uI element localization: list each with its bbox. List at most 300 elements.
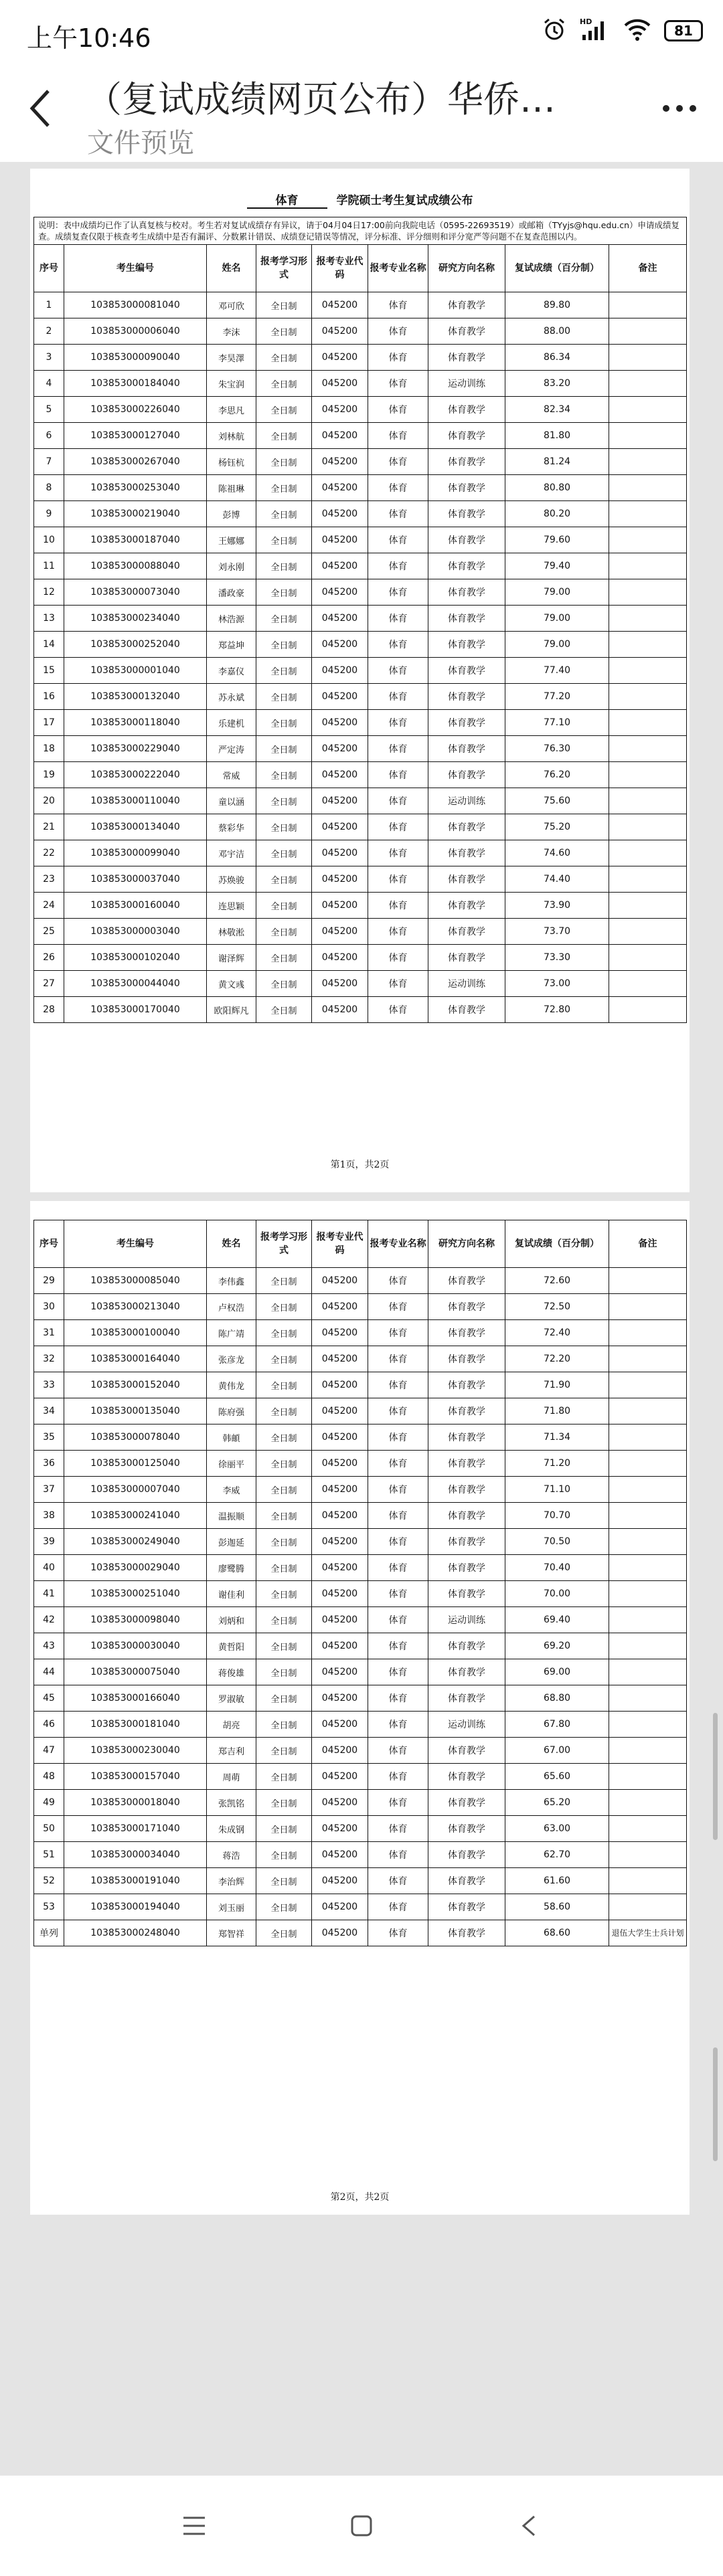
cell-code: 045200: [312, 449, 368, 475]
cell-mode: 全日制: [256, 840, 312, 866]
scrollbar-thumb[interactable]: [713, 1713, 718, 1840]
cell-no: 45: [34, 1685, 64, 1712]
cell-major: 体育: [368, 736, 428, 762]
cell-mode: 全日制: [256, 1372, 312, 1398]
cell-remark: [609, 1268, 687, 1294]
cell-no: 21: [34, 814, 64, 840]
cell-remark: [609, 579, 687, 606]
cell-remark: [609, 762, 687, 788]
cell-no: 34: [34, 1398, 64, 1424]
header-code: 报考专业代码: [312, 245, 368, 292]
cell-code: 045200: [312, 1294, 368, 1320]
cell-remark: [609, 1477, 687, 1503]
table-row: [34, 1424, 687, 1451]
cell-id: 103853000003040: [64, 919, 207, 945]
cell-id: 103853000029040: [64, 1555, 207, 1581]
cell-major: 体育: [368, 684, 428, 710]
cell-id: 103853000018040: [64, 1790, 207, 1816]
cell-remark: [609, 1738, 687, 1764]
cell-id: 103853000249040: [64, 1529, 207, 1555]
table-row: [34, 1868, 687, 1894]
cell-mode: 全日制: [256, 397, 312, 423]
cell-id: 103853000152040: [64, 1372, 207, 1398]
cell-name: 蒋浩: [207, 1842, 256, 1868]
cell-no: 38: [34, 1503, 64, 1529]
cell-major: 体育: [368, 1659, 428, 1685]
header-mode: 报考学习形式: [256, 1220, 312, 1268]
cell-direction: 体育教学: [428, 292, 505, 318]
status-icons: [541, 15, 703, 47]
header-id: 考生编号: [64, 1220, 207, 1268]
cell-id: 103853000006040: [64, 318, 207, 345]
system-nav-bar: [0, 2476, 723, 2576]
cell-id: 103853000127040: [64, 423, 207, 449]
cell-mode: 全日制: [256, 579, 312, 606]
cell-score: 72.40: [505, 1320, 609, 1346]
cell-remark: [609, 1581, 687, 1607]
cell-no: 12: [34, 579, 64, 606]
cell-direction: 体育教学: [428, 1868, 505, 1894]
header-no: 序号: [34, 1220, 64, 1268]
cell-score: 73.70: [505, 919, 609, 945]
table-row: [34, 1346, 687, 1372]
header-remark: 备注: [609, 245, 687, 292]
table-row: [34, 579, 687, 606]
cell-no: 25: [34, 919, 64, 945]
cell-no: 36: [34, 1451, 64, 1477]
cell-score: 81.24: [505, 449, 609, 475]
cell-score: 71.20: [505, 1451, 609, 1477]
cell-score: 73.90: [505, 893, 609, 919]
cell-no: 15: [34, 658, 64, 684]
cell-major: 体育: [368, 1868, 428, 1894]
cell-id: 103853000037040: [64, 866, 207, 893]
cell-major: 体育: [368, 606, 428, 632]
cell-no: 48: [34, 1764, 64, 1790]
cell-direction: 体育教学: [428, 919, 505, 945]
cell-no: 1: [34, 292, 64, 318]
system-back-button[interactable]: [509, 2509, 549, 2543]
cell-id: 103853000267040: [64, 449, 207, 475]
cell-remark: [609, 1712, 687, 1738]
cell-code: 045200: [312, 553, 368, 579]
cell-direction: 体育教学: [428, 1268, 505, 1294]
cell-remark: [609, 997, 687, 1023]
cell-no: 35: [34, 1424, 64, 1451]
cell-id: 103853000135040: [64, 1398, 207, 1424]
cell-code: 045200: [312, 292, 368, 318]
cell-direction: 体育教学: [428, 1738, 505, 1764]
cell-score: 72.60: [505, 1268, 609, 1294]
cell-name: 李沫: [207, 318, 256, 345]
cell-id: 103853000118040: [64, 710, 207, 736]
back-button[interactable]: [20, 82, 60, 135]
cell-remark: [609, 527, 687, 553]
cell-id: 103853000222040: [64, 762, 207, 788]
cell-name: 徐丽平: [207, 1451, 256, 1477]
cell-major: 体育: [368, 632, 428, 658]
table-row: [34, 684, 687, 710]
cell-mode: 全日制: [256, 684, 312, 710]
cell-score: 86.34: [505, 345, 609, 371]
cell-score: 67.80: [505, 1712, 609, 1738]
cell-name: 廖鹭腾: [207, 1555, 256, 1581]
cell-name: 林浩源: [207, 606, 256, 632]
cell-score: 75.20: [505, 814, 609, 840]
table-row: [34, 1816, 687, 1842]
cell-score: 68.80: [505, 1685, 609, 1712]
cell-no: 28: [34, 997, 64, 1023]
cell-name: 常威: [207, 762, 256, 788]
cell-name: 邓可欣: [207, 292, 256, 318]
cell-remark: [609, 397, 687, 423]
cell-mode: 全日制: [256, 1607, 312, 1633]
menu-lines-icon: [181, 2514, 208, 2538]
cell-score: 70.50: [505, 1529, 609, 1555]
cell-id: 103853000125040: [64, 1451, 207, 1477]
cell-major: 体育: [368, 553, 428, 579]
table-row: [34, 527, 687, 553]
cell-direction: 体育教学: [428, 1424, 505, 1451]
cell-id: 103853000187040: [64, 527, 207, 553]
cell-direction: 体育教学: [428, 1503, 505, 1529]
table-row: [34, 1477, 687, 1503]
cell-remark: [609, 736, 687, 762]
cell-score: 63.00: [505, 1816, 609, 1842]
cell-id: 103853000102040: [64, 945, 207, 971]
cell-no: 44: [34, 1659, 64, 1685]
cell-id: 103853000170040: [64, 997, 207, 1023]
cell-remark: [609, 919, 687, 945]
cell-name: 黄哲阳: [207, 1633, 256, 1659]
cell-score: 79.00: [505, 606, 609, 632]
cell-score: 89.80: [505, 292, 609, 318]
back-triangle-icon: [515, 2512, 542, 2539]
cell-code: 045200: [312, 1712, 368, 1738]
cell-remark: [609, 893, 687, 919]
cell-code: 045200: [312, 1816, 368, 1842]
score-table-page-2: [33, 1220, 687, 1946]
cell-direction: 体育教学: [428, 762, 505, 788]
cell-score: 76.20: [505, 762, 609, 788]
cell-score: 71.80: [505, 1398, 609, 1424]
cell-name: 张彦龙: [207, 1346, 256, 1372]
cell-remark: [609, 1555, 687, 1581]
score-table-page-1: [33, 217, 687, 1023]
cell-major: 体育: [368, 1555, 428, 1581]
alarm-icon: [541, 16, 568, 45]
cell-direction: 体育教学: [428, 318, 505, 345]
table-row: [34, 632, 687, 658]
table-row: [34, 397, 687, 423]
cell-remark: [609, 788, 687, 814]
cell-name: 王娜娜: [207, 527, 256, 553]
cell-score: 71.34: [505, 1424, 609, 1451]
cell-id: 103853000157040: [64, 1764, 207, 1790]
home-button[interactable]: [341, 2509, 382, 2543]
header-id: 考生编号: [64, 245, 207, 292]
cell-major: 体育: [368, 1764, 428, 1790]
cell-score: 69.40: [505, 1607, 609, 1633]
cell-major: 体育: [368, 1842, 428, 1868]
cell-code: 045200: [312, 606, 368, 632]
cell-no: 33: [34, 1372, 64, 1398]
cell-score: 72.80: [505, 997, 609, 1023]
cell-score: 76.30: [505, 736, 609, 762]
cell-code: 045200: [312, 1477, 368, 1503]
cell-mode: 全日制: [256, 814, 312, 840]
page-footer-1: 第1页，共2页: [330, 1160, 390, 1170]
cell-direction: 体育教学: [428, 475, 505, 501]
cell-code: 045200: [312, 1503, 368, 1529]
cell-code: 045200: [312, 762, 368, 788]
header-direction: 研究方向名称: [428, 245, 505, 292]
cell-mode: 全日制: [256, 1816, 312, 1842]
cell-id: 103853000251040: [64, 1581, 207, 1607]
cell-code: 045200: [312, 1268, 368, 1294]
cell-remark: [609, 1685, 687, 1712]
cell-score: 80.20: [505, 501, 609, 527]
cell-code: 045200: [312, 893, 368, 919]
cell-mode: 全日制: [256, 1451, 312, 1477]
table-row: [34, 945, 687, 971]
cell-direction: 体育教学: [428, 945, 505, 971]
cell-name: 张凯铭: [207, 1790, 256, 1816]
cell-mode: 全日制: [256, 292, 312, 318]
cell-id: 103853000234040: [64, 606, 207, 632]
cell-name: 黄伟龙: [207, 1372, 256, 1398]
scrollbar-thumb-secondary[interactable]: [713, 2047, 718, 2161]
table-row: [34, 423, 687, 449]
cell-name: 李思凡: [207, 397, 256, 423]
cell-mode: 全日制: [256, 1529, 312, 1555]
cell-no: 20: [34, 788, 64, 814]
cell-mode: 全日制: [256, 710, 312, 736]
cell-score: 77.40: [505, 658, 609, 684]
cell-mode: 全日制: [256, 318, 312, 345]
cell-remark: [609, 658, 687, 684]
cell-name: 陈府强: [207, 1398, 256, 1424]
cell-name: 苏焕骏: [207, 866, 256, 893]
table-row: [34, 1372, 687, 1398]
cell-direction: 体育教学: [428, 501, 505, 527]
cell-score: 71.90: [505, 1372, 609, 1398]
table-row: [34, 1555, 687, 1581]
cell-mode: 全日制: [256, 1894, 312, 1920]
cell-mode: 全日制: [256, 1477, 312, 1503]
cell-major: 体育: [368, 501, 428, 527]
cell-score: 70.70: [505, 1503, 609, 1529]
more-dot: [676, 105, 683, 112]
document-title: （复试成绩网页公布）华侨…: [86, 78, 556, 120]
cell-direction: 体育教学: [428, 1816, 505, 1842]
recent-apps-button[interactable]: [174, 2509, 214, 2543]
cell-name: 周萌: [207, 1764, 256, 1790]
cell-mode: 全日制: [256, 1764, 312, 1790]
cell-direction: 体育教学: [428, 840, 505, 866]
cell-id: 103853000171040: [64, 1816, 207, 1842]
cell-major: 体育: [368, 1685, 428, 1712]
cell-no: 31: [34, 1320, 64, 1346]
cell-id: 103853000230040: [64, 1738, 207, 1764]
cell-major: 体育: [368, 527, 428, 553]
cell-mode: 全日制: [256, 1503, 312, 1529]
cell-id: 103853000081040: [64, 292, 207, 318]
cell-code: 045200: [312, 866, 368, 893]
cell-id: 103853000090040: [64, 345, 207, 371]
cell-score: 88.00: [505, 318, 609, 345]
cell-id: 103853000007040: [64, 1477, 207, 1503]
cell-name: 邓宇洁: [207, 840, 256, 866]
cell-major: 体育: [368, 397, 428, 423]
cell-direction: 体育教学: [428, 1346, 505, 1372]
cell-id: 103853000229040: [64, 736, 207, 762]
header-mode: 报考学习形式: [256, 245, 312, 292]
cell-score: 70.00: [505, 1581, 609, 1607]
cell-no: 39: [34, 1529, 64, 1555]
cell-direction: 体育教学: [428, 1685, 505, 1712]
cell-no: 3: [34, 345, 64, 371]
cell-direction: 体育教学: [428, 1294, 505, 1320]
cell-remark: [609, 1633, 687, 1659]
cell-major: 体育: [368, 1424, 428, 1451]
cell-code: 045200: [312, 840, 368, 866]
cell-name: 彭迦延: [207, 1529, 256, 1555]
table-row: [34, 658, 687, 684]
cell-no: 单列: [34, 1920, 64, 1946]
cell-remark: [609, 1529, 687, 1555]
cell-id: 103853000194040: [64, 1894, 207, 1920]
cell-major: 体育: [368, 1503, 428, 1529]
cell-no: 37: [34, 1477, 64, 1503]
cell-name: 苏永斌: [207, 684, 256, 710]
cell-code: 045200: [312, 1581, 368, 1607]
cell-major: 体育: [368, 1320, 428, 1346]
cell-remark: [609, 866, 687, 893]
document-page-1[interactable]: [30, 169, 690, 1192]
cell-mode: 全日制: [256, 1842, 312, 1868]
cell-no: 10: [34, 527, 64, 553]
cell-direction: 运动训练: [428, 788, 505, 814]
cell-remark: [609, 1816, 687, 1842]
cell-score: 72.20: [505, 1346, 609, 1372]
cell-remark: [609, 710, 687, 736]
cell-major: 体育: [368, 1477, 428, 1503]
header-row: [34, 1220, 687, 1268]
header-direction: 研究方向名称: [428, 1220, 505, 1268]
sheet-title-text: 学院硕士考生复试成绩公布: [336, 194, 473, 207]
document-page-2[interactable]: [30, 1201, 690, 2215]
cell-code: 045200: [312, 710, 368, 736]
cell-major: 体育: [368, 1920, 428, 1946]
cell-major: 体育: [368, 1894, 428, 1920]
cell-score: 83.20: [505, 371, 609, 397]
cell-major: 体育: [368, 840, 428, 866]
table-row: [34, 475, 687, 501]
cell-name: 朱成钢: [207, 1816, 256, 1842]
cell-no: 11: [34, 553, 64, 579]
cell-direction: 体育教学: [428, 345, 505, 371]
cell-code: 045200: [312, 1424, 368, 1451]
cell-no: 4: [34, 371, 64, 397]
cell-name: 李威: [207, 1477, 256, 1503]
cell-code: 045200: [312, 423, 368, 449]
cell-direction: 体育教学: [428, 1398, 505, 1424]
header-score: 复试成绩（百分制）: [505, 1220, 609, 1268]
cell-score: 72.50: [505, 1294, 609, 1320]
table-row: [34, 1320, 687, 1346]
cell-score: 69.00: [505, 1659, 609, 1685]
cell-id: 103853000110040: [64, 788, 207, 814]
cell-remark: 退伍大学生士兵计划: [609, 1920, 687, 1946]
table-row: [34, 1581, 687, 1607]
cell-code: 045200: [312, 997, 368, 1023]
cell-no: 42: [34, 1607, 64, 1633]
cell-id: 103853000098040: [64, 1607, 207, 1633]
cell-direction: 体育教学: [428, 1529, 505, 1555]
cell-direction: 体育教学: [428, 1842, 505, 1868]
cell-code: 045200: [312, 1529, 368, 1555]
cell-code: 045200: [312, 1685, 368, 1712]
cell-major: 体育: [368, 423, 428, 449]
cell-no: 52: [34, 1868, 64, 1894]
cell-remark: [609, 318, 687, 345]
cell-code: 045200: [312, 736, 368, 762]
cell-score: 65.60: [505, 1764, 609, 1790]
cell-remark: [609, 1398, 687, 1424]
cell-no: 43: [34, 1633, 64, 1659]
home-square-icon: [348, 2512, 375, 2539]
cell-mode: 全日制: [256, 1920, 312, 1946]
cell-major: 体育: [368, 788, 428, 814]
cell-major: 体育: [368, 945, 428, 971]
cell-direction: 体育教学: [428, 814, 505, 840]
cell-name: 李嘉仪: [207, 658, 256, 684]
cell-direction: 体育教学: [428, 1764, 505, 1790]
more-button[interactable]: [656, 95, 703, 122]
cell-name: 陈祖琳: [207, 475, 256, 501]
cell-major: 体育: [368, 658, 428, 684]
cell-mode: 全日制: [256, 736, 312, 762]
table-row: [34, 1503, 687, 1529]
table-body-page-2: [34, 1268, 687, 1946]
table-row: [34, 1294, 687, 1320]
table-row: [34, 371, 687, 397]
cell-remark: [609, 1659, 687, 1685]
cell-code: 045200: [312, 1607, 368, 1633]
cell-mode: 全日制: [256, 893, 312, 919]
cell-name: 潘政豪: [207, 579, 256, 606]
cell-mode: 全日制: [256, 345, 312, 371]
cell-name: 刘玉丽: [207, 1894, 256, 1920]
cell-name: 李伟鑫: [207, 1268, 256, 1294]
document-subtitle: 文件预览: [87, 128, 194, 159]
cell-code: 045200: [312, 1868, 368, 1894]
header-row: [34, 245, 687, 292]
cell-id: 103853000078040: [64, 1424, 207, 1451]
cell-no: 8: [34, 475, 64, 501]
table-row: [34, 1920, 687, 1946]
cell-id: 103853000184040: [64, 371, 207, 397]
cell-mode: 全日制: [256, 501, 312, 527]
cell-direction: 体育教学: [428, 1894, 505, 1920]
cell-major: 体育: [368, 1451, 428, 1477]
cell-id: 103853000166040: [64, 1685, 207, 1712]
cell-code: 045200: [312, 397, 368, 423]
cell-mode: 全日制: [256, 527, 312, 553]
cell-major: 体育: [368, 1268, 428, 1294]
cell-name: 郑吉利: [207, 1738, 256, 1764]
